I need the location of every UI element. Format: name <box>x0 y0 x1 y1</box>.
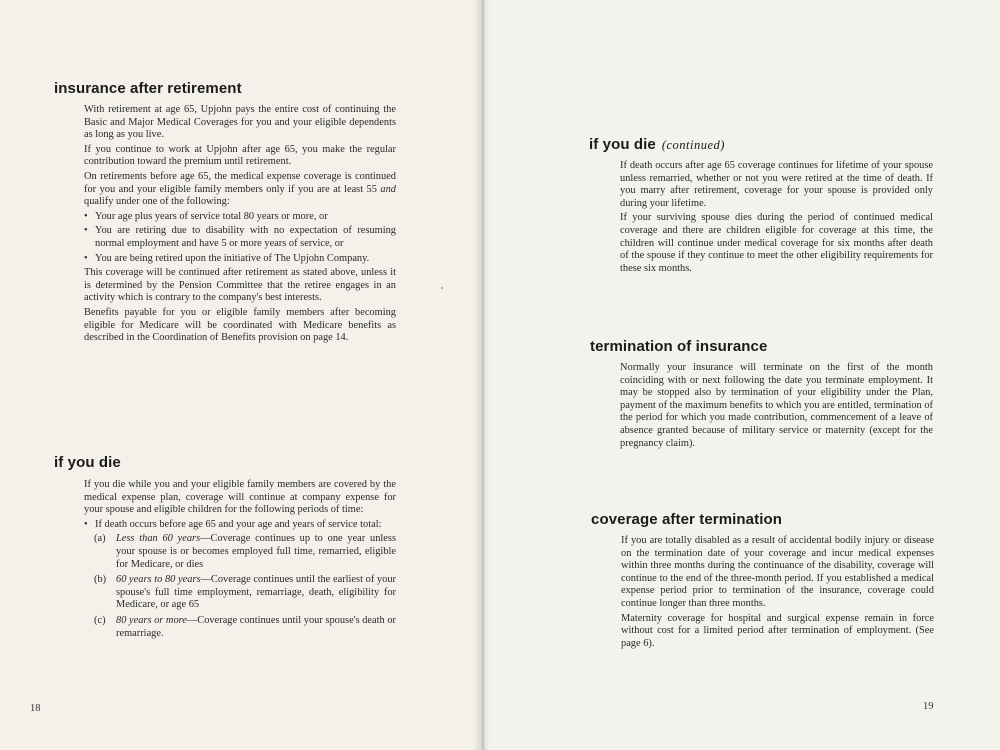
section-termination-of-insurance <box>620 362 933 452</box>
page-number: 19 <box>923 701 934 712</box>
book-gutter <box>474 0 490 750</box>
heading-coverage-after-termination: coverage after termination <box>591 511 782 528</box>
paragraph: If you are totally disabled as a result of accidental bodily injury or disease on the termination date of your coverage and incur medical expenses within three months during the continuance of the disability, coverage will continue to the end of the three-month period. If you established a medical expense period prior to termination of the insurance, coverage could continue longer than three months. <box>621 535 934 609</box>
bullet-item: • You are retiring due to disability with no expectation of resuming normal employment and have 5 or more years of service, or <box>84 225 396 250</box>
heading-if-you-die-continued: if you die (continued) <box>589 136 725 153</box>
bullet-list <box>84 519 396 532</box>
bullet-item: • Your age plus years of service total 80 years or more, or <box>84 211 396 224</box>
left-page <box>0 0 483 750</box>
bullet-list <box>84 211 396 265</box>
paragraph: If death occurs after age 65 coverage continues for lifetime of your spouse unless remarried, whether or not you were retired at the time of death. If you marry after retirement, coverage for your spouse is provided only during your lifetime. <box>620 160 933 209</box>
paragraph: On retirements before age 65, the medical expense coverage is continued for you and your eligible family members only if you are at least 55 and qualify under one of the following: <box>84 170 396 208</box>
bullet-item: • You are being retired upon the initiative of The Upjohn Company. <box>84 253 396 266</box>
paragraph: If you continue to work at Upjohn after age 65, you make the regular contribution toward the premium until retirement. <box>84 143 396 168</box>
paragraph: This coverage will be continued after retirement as stated above, unless it is determined by the Pension Committee that the retiree engages in an activity which is contrary to the company's best interests. <box>84 267 396 304</box>
heading-if-you-die: if you die <box>54 454 121 471</box>
right-page <box>483 0 1000 750</box>
page-number: 18 <box>30 703 41 714</box>
paragraph: Benefits payable for you or eligible family members after becoming eligible for Medicare will be coordinated with Medicare benefits as described in the Coordination of Benefits provision on page 14. <box>84 306 396 344</box>
paragraph: Normally your insurance will terminate on the first of the month coinciding with or next following the date you terminate employment. It may be stopped also by termination of your eligibility under the Plan, payment of the maximum benefits to which you are entitled, termination of the period for which you made contribution, commencement of a leave of absence granted because of military service or maternity (except for the pregnancy claim). <box>620 362 933 449</box>
heading-insurance-after-retirement: insurance after retirement <box>54 80 242 97</box>
section-if-you-die-continued <box>620 160 933 277</box>
sub-list <box>94 533 396 640</box>
paper-speck <box>441 287 443 289</box>
section-if-you-die <box>84 479 396 643</box>
paragraph: With retirement at age 65, Upjohn pays the entire cost of continuing the Basic and Major Medical Coverages for you and your eligible dependents as long as you live. <box>84 104 396 141</box>
heading-termination-of-insurance: termination of insurance <box>590 338 768 355</box>
paragraph: Maternity coverage for hospital and surgical expense remain in force without cost for a limited period after termination of employment. (See page 6). <box>621 612 934 649</box>
sub-item-c: (c) 80 years or more—Coverage continues until your spouse's death or remarriage. <box>94 614 396 639</box>
paragraph: If you die while you and your eligible family members are covered by the medical expense plan, coverage will continue at company expense for your spouse and eligible children for the following periods of time: <box>84 479 396 516</box>
sub-item-b: (b) 60 years to 80 years—Coverage continues until the earliest of your spouse's full time employment, remarriage, death, eligibility for Medicare, or age 65 <box>94 574 396 611</box>
bullet-item: • If death occurs before age 65 and your age and years of service total: <box>84 519 396 532</box>
section-coverage-after-termination <box>621 535 934 652</box>
sub-item-a: (a) Less than 60 years—Coverage continues up to one year unless your spouse is or becomes employed full time, remarried, eligible for Medicare, or dies <box>94 533 396 570</box>
section-insurance-after-retirement <box>84 104 396 347</box>
paragraph: If your surviving spouse dies during the period of continued medical coverage and there are children eligible for coverage at this time, the children will continue under medical coverage for six months after death of the spouse if they continue to meet the other eligibility requirements for these six months. <box>620 212 933 274</box>
